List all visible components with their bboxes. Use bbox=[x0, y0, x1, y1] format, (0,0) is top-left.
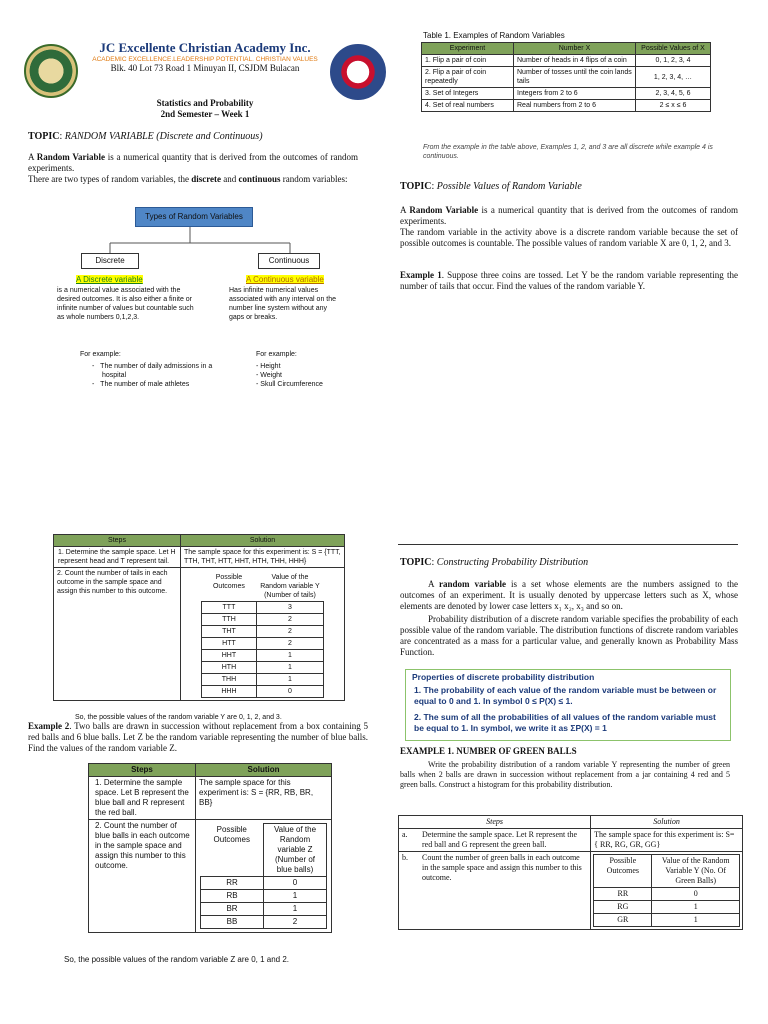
school-motto: ACADEMIC EXCELLENCE.LEADERSHIP POTENTIAL. CHRISTIAN VALUES bbox=[92, 56, 318, 63]
steps-table-balls: Steps Solution 1. Determine the sample space. Let B represent the blue ball and R represent the red ball. The sample space for this experiment is: S = {RR, RB, BR, BB} 2. Count the number of blue balls in each outcome in the sample space and assign this number to this outcome. Possible Outcomes Value of the Random variable Z (Number of blue balls) RR 0 RB 1 BR 1 BB 2 bbox=[88, 763, 332, 933]
topic3-paragraph1: A random variable is a set whose elements are the numbers assigned to the outcomes of an experiment. It is usually denoted by uppercase letters such as X, whose elements are denoted by lower case letters x₁ x₂, x₃ and so on. bbox=[400, 579, 739, 611]
topic2-paragraph: A Random Variable is a numerical quantity that is derived from the outcomes of random experiments. The random variable in the activity above is a discrete random variable because the set of possible outcomes is countable. The possible values of random variable X are 0, 1, 2, and 3. bbox=[400, 205, 738, 248]
topic-random-variable: TOPIC: RANDOM VARIABLE (Discrete and Continuous) bbox=[28, 131, 263, 142]
example1-coins: Example 1. Suppose three coins are tossed. Let Y be the random variable representing the number of tails that occur. Find the values of the random variable Y. bbox=[400, 270, 738, 291]
table-row: GR 1 bbox=[594, 914, 740, 927]
table-row: RR 0 bbox=[201, 877, 327, 890]
table-row: RB 1 bbox=[201, 890, 327, 903]
topic1-title: RANDOM VARIABLE (Discrete and Continuous) bbox=[64, 131, 263, 142]
discrete-description: is a numerical value associated with the desired outcomes. It is also either a finite or infinite number of values but countable such as whole numbers 0,1,2,3. bbox=[57, 287, 194, 321]
diagram-discrete: Discrete bbox=[81, 253, 139, 269]
topic3-paragraph2: Probability distribution of a discrete random variable specifies the probability of each possible value of the random variable. The distribution functions of discrete random variables are concentrated as a mass for a particular value, and generally known as Probability Mass Function. bbox=[400, 614, 738, 657]
table-row: THT 2 bbox=[202, 626, 324, 638]
table1: Experiment Number X Possible Values of X 1. Flip a pair of coin Number of heads in 4 flips of a coin 0, 1, 2, 3, 4 2. Flip a pair of coin repeatedly Number of tosses until the coin lands tails 1, 2, 3, 4, … 3. Set of Integers Integers from 2 to 6 2, 3, 4, 5, 6 4. Set of real numbers Real numbers from 2 to 6 2 ≤ x ≤ 6 bbox=[421, 42, 711, 112]
diagram-root: Types of Random Variables bbox=[135, 207, 253, 227]
table-row: 2. Flip a pair of coin repeatedly Number of tosses until the coin lands tails 1, 2, 3, 4, … bbox=[422, 67, 711, 88]
property-2: 2. The sum of all the probabilities of all values of the random variable must be equal to 1. In symbol, we write it as ΣP(X) = 1 bbox=[414, 712, 716, 733]
table-row: HTH 1 bbox=[202, 662, 324, 674]
table-row: BR 1 bbox=[201, 903, 327, 916]
table-row: BB 2 bbox=[201, 916, 327, 929]
table-row: TTH 2 bbox=[202, 614, 324, 626]
table-row: THH 1 bbox=[202, 674, 324, 686]
example-green-text: Write the probability distribution of a random variable Y representing the number of green balls when 2 balls are drawn in succession without replacement from a jar containing 4 red and 5 green balls. Construct a histogram for this probability distribution. bbox=[400, 760, 730, 789]
table-row: 1. Flip a pair of coin Number of heads in 4 flips of a coin 0, 1, 2, 3, 4 bbox=[422, 55, 711, 67]
table-row: HHT 1 bbox=[202, 650, 324, 662]
discrete-highlight: A Discrete variable bbox=[76, 275, 143, 284]
school-address: Blk. 40 Lot 73 Road 1 Minuyan II, CSJDM Bulacan bbox=[110, 63, 300, 73]
table-row: HTT 2 bbox=[202, 638, 324, 650]
example2-paragraph: Example 2. Two balls are drawn in succession without replacement from a box containing 5 red balls and 6 blue balls. Let Z be the random variable representing the number of blue balls. Find the values of the random variable Z. bbox=[28, 721, 368, 753]
topic2-title: Possible Values of Random Variable bbox=[436, 181, 582, 192]
table-row: HHH 0 bbox=[202, 686, 324, 698]
table1-caption: Table 1. Examples of Random Variables bbox=[423, 31, 565, 40]
topic1-paragraph: A Random Variable is a numerical quantity that is derived from the outcomes of random experiments. There are two types of random variables, the discrete and continuous random variables: bbox=[28, 152, 359, 184]
steps-table-green: Steps Solution a. Determine the sample space. Let R represent the red ball and G represent the green ball. The sample space for this experiment is: S= { RR, RG, GR, GG} b. Count the number of green balls in each outcome in the sample space and assign this number to this outcome. Possible Outcomes Value of the Random Variable Y (No. Of Green Balls) RR 0 RG 1 GR 1 bbox=[398, 815, 743, 930]
continuous-examples: For example: - Height - Weight - Skull Circumference bbox=[256, 351, 323, 388]
subject-title: Statistics and Probability bbox=[156, 98, 254, 108]
properties-box bbox=[405, 669, 731, 741]
steps-table-coins: Steps Solution 1. Determine the sample space. Let H represent head and T represent tail. The sample space for this experiment is: S = {TTT, TTH, THT, HTT, HHT, HTH, THH, HHH} 2. Count the number of tails in each outcome in the sample space and assign this number to this outcome. Possible Outcomes Value of the Random variable Y (Number of tails) TTT 3 TTH 2 THT 2 HTT 2 HHT 1 HTH 1 THH 1 HHH 0 bbox=[53, 534, 345, 701]
example-green-heading: EXAMPLE 1. NUMBER OF GREEN BALLS bbox=[400, 746, 577, 756]
school-seal-logo bbox=[24, 44, 78, 98]
topic-constructing-distribution: TOPIC: Constructing Probability Distribution bbox=[400, 557, 589, 568]
steps1-conclusion: So, the possible values of the random variable Y are 0, 1, 2, and 3. bbox=[75, 714, 282, 721]
property-1: 1. The probability of each value of the random variable must be between or equal to 0 and 1. In symbol 0 ≤ P(X) ≤ 1. bbox=[414, 685, 717, 706]
properties-title: Properties of discrete probability distribution bbox=[412, 672, 595, 682]
continuous-highlight: A Continuous variable bbox=[246, 275, 324, 284]
diagram-continuous: Continuous bbox=[258, 253, 320, 269]
school-name: JC Excellente Christian Academy Inc. bbox=[99, 40, 311, 55]
discrete-examples: For example: - The number of daily admissions in a hospital - The number of male athletes bbox=[80, 351, 213, 388]
steps2-conclusion: So, the possible values of the random variable Z are 0, 1 and 2. bbox=[64, 955, 290, 964]
table-row: RR 0 bbox=[594, 888, 740, 901]
table-row: 3. Set of Integers Integers from 2 to 6 2, 3, 4, 5, 6 bbox=[422, 88, 711, 100]
table-row: TTT 3 bbox=[202, 602, 324, 614]
semester-label: 2nd Semester – Week 1 bbox=[160, 109, 250, 119]
continuous-description: Has infinite numerical values associated with any interval on the number line system without any gaps or breaks. bbox=[229, 287, 337, 321]
table-row: RG 1 bbox=[594, 901, 740, 914]
section-divider bbox=[398, 544, 738, 545]
table1-note: From the example in the table above, Examples 1, 2, and 3 are all discrete while example 4 is continuous. bbox=[423, 144, 713, 160]
topic3-title: Constructing Probability Distribution bbox=[436, 557, 589, 568]
deped-seal-logo bbox=[330, 44, 386, 100]
topic-possible-values: TOPIC: Possible Values of Random Variable bbox=[400, 181, 582, 192]
table-row: 4. Set of real numbers Real numbers from 2 to 6 2 ≤ x ≤ 6 bbox=[422, 100, 711, 112]
